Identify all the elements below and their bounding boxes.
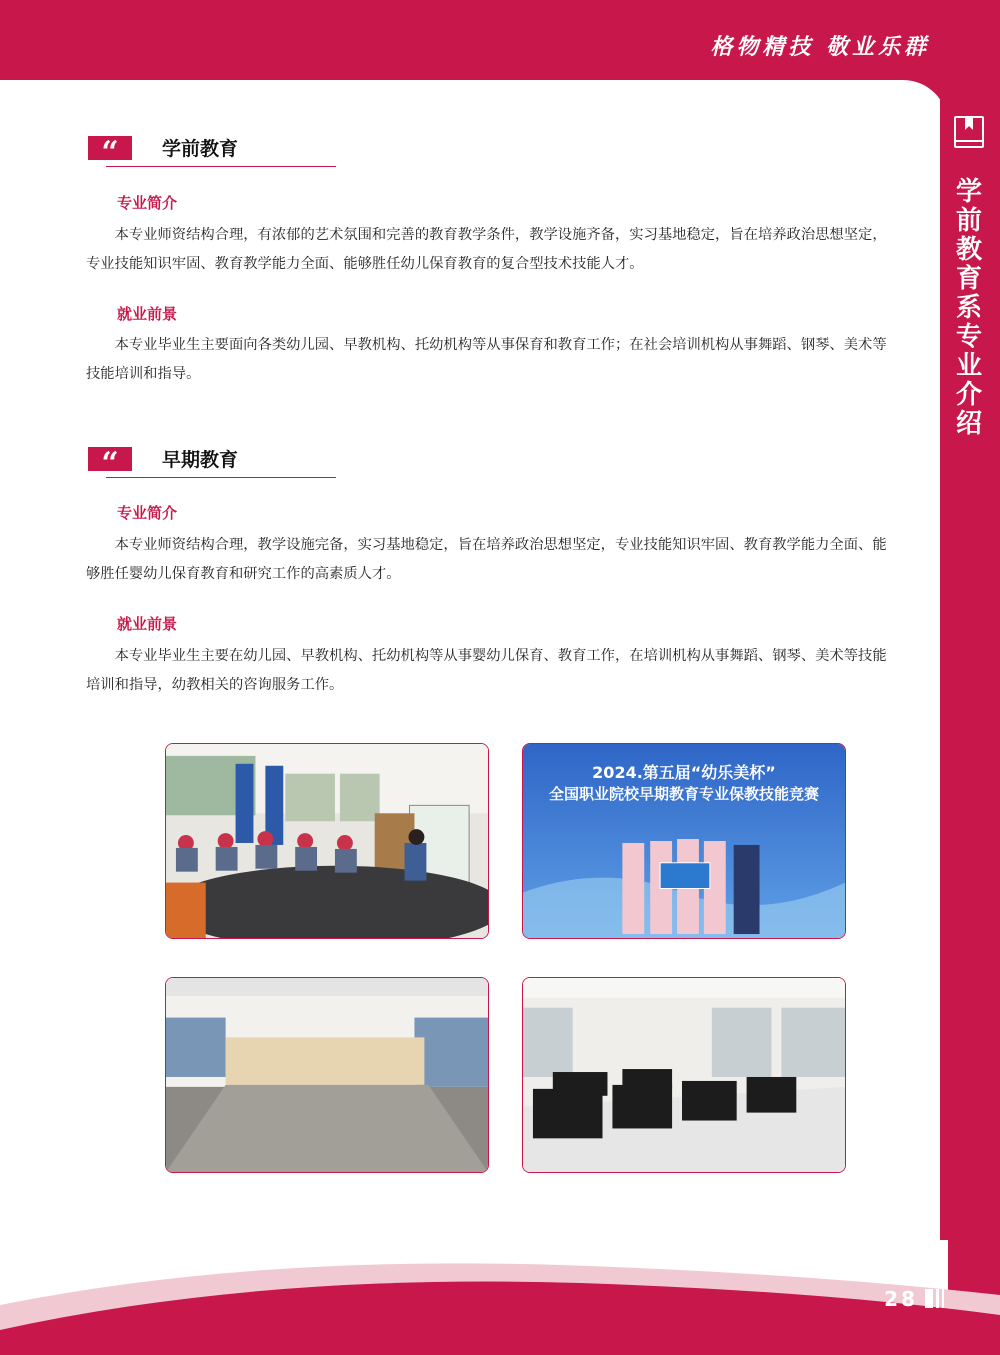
banner-line-1: 2024.第五届“幼乐美杯” xyxy=(592,763,776,782)
section-title: 学前教育 xyxy=(162,138,239,160)
side-tab-title: 学前教育系专业介绍 xyxy=(955,177,982,439)
career-heading: 就业前景 xyxy=(117,305,178,323)
book-icon xyxy=(954,116,984,148)
intro-text: 本专业师资结构合理，有浓郁的艺术氛围和完善的教育教学条件，教学设施齐备，实习基地稳定，旨在培养政治思想坚定，专业技能知识牢固、教育教学能力全面、能够胜任幼儿保育教育的复合型技术技能人才。 xyxy=(86,227,887,272)
side-tab xyxy=(940,100,1000,1240)
banner-line-2: 全国职业院校早期教育专业保教技能竞赛 xyxy=(548,785,819,803)
section-heading-2 xyxy=(88,447,348,479)
career-heading: 就业前景 xyxy=(117,615,178,633)
section-title: 早期教育 xyxy=(162,449,239,471)
photo-piano-room xyxy=(522,977,846,1173)
intro-text: 本专业师资结构合理，教学设施完备，实习基地稳定，旨在培养政治思想坚定，专业技能知识牢固、教育教学能力全面、能够胜任婴幼儿保育教育和研究工作的高素质人才。 xyxy=(86,537,887,582)
career-text: 本专业毕业生主要在幼儿园、早教机构、托幼机构等从事婴幼儿保育、教育工作，在培训机构从事舞蹈、钢琴、美术等技能培训和指导，幼教相关的咨询服务工作。 xyxy=(86,648,887,693)
photo-classroom-activity xyxy=(165,743,489,939)
header-motto: 格物精技 敬业乐群 xyxy=(710,34,930,60)
intro-heading: 专业简介 xyxy=(117,194,178,212)
footer-wave xyxy=(0,1245,1000,1355)
page-bars-decoration xyxy=(925,1289,944,1308)
intro-heading: 专业简介 xyxy=(117,504,178,522)
photo-dance-studio xyxy=(165,977,489,1173)
career-text: 本专业毕业生主要面向各类幼儿园、早教机构、托幼机构等从事保育和教育工作；在社会培训机构从事舞蹈、钢琴、美术等技能培训和指导。 xyxy=(86,337,887,382)
quote-icon: “ xyxy=(88,447,132,471)
quote-icon: “ xyxy=(88,136,132,160)
photo-competition xyxy=(522,743,846,939)
page-number: 28 xyxy=(884,1287,918,1311)
section-heading-1 xyxy=(88,136,348,168)
